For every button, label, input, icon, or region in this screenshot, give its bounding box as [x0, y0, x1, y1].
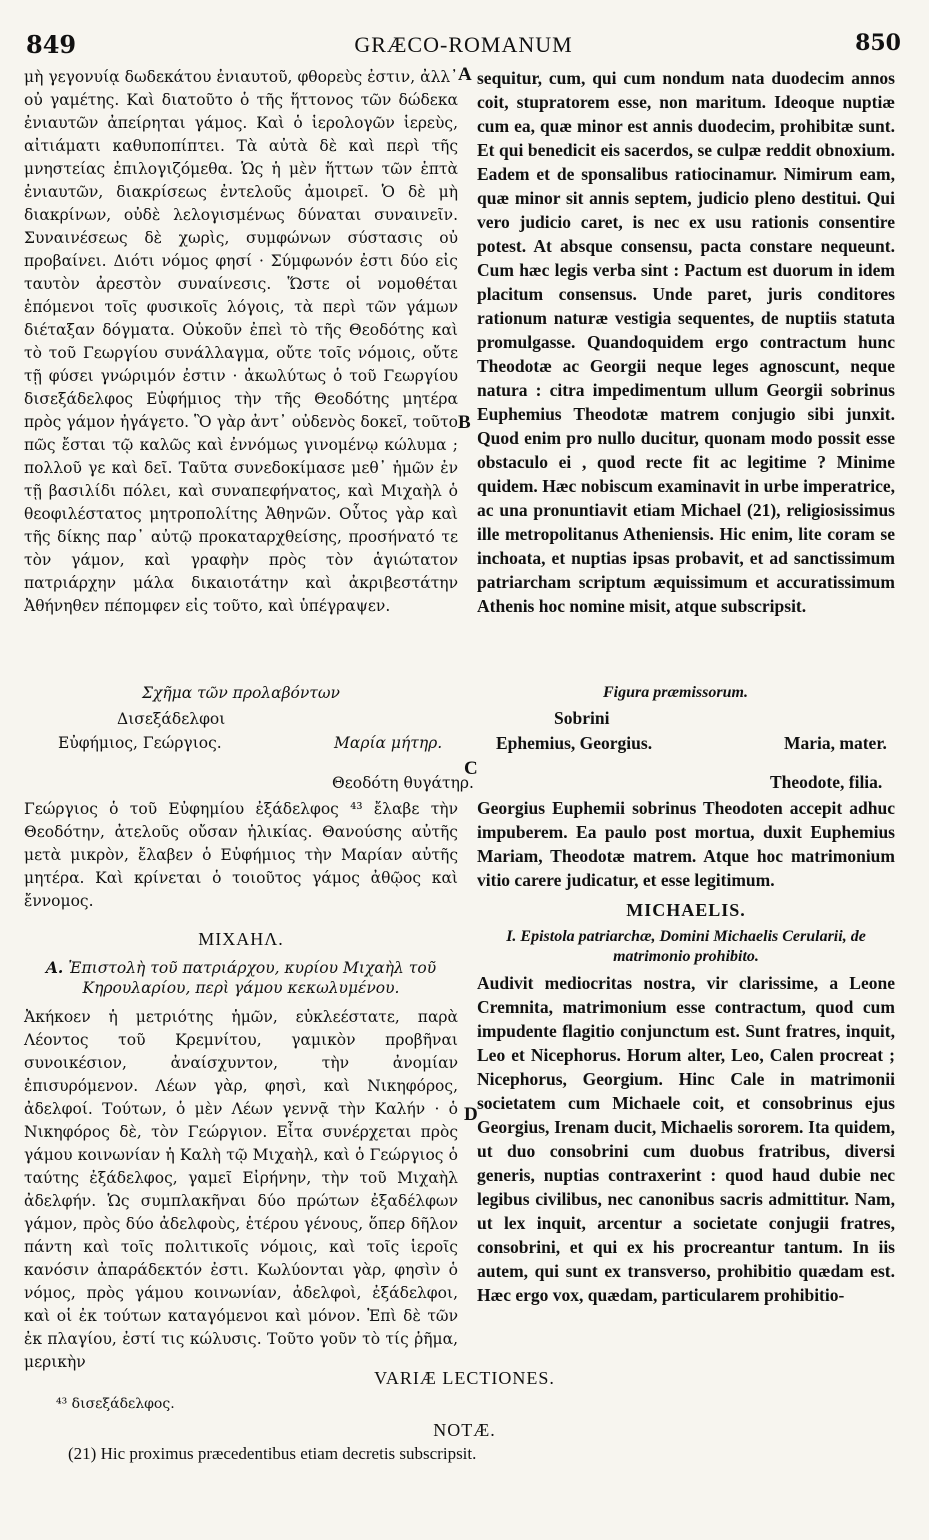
notae-heading: NOTÆ.	[433, 1420, 496, 1440]
greek-column	[24, 66, 458, 618]
greek-epistle-number: Α.	[45, 958, 64, 977]
page-number-left: 849	[26, 30, 77, 59]
notae-note: (21) Hic proximus præcedentibus etiam decretis subscripsit.	[68, 1444, 477, 1463]
variae-heading: VARIÆ LECTIONES.	[374, 1368, 555, 1388]
marker-c: C	[464, 758, 478, 779]
variae-note: ⁴³ δισεξάδελφος.	[56, 1396, 175, 1412]
greek-figure-daughter: Θεοδότη θυγάτηρ.	[332, 774, 474, 792]
running-title: GRÆCO-ROMANUM	[354, 32, 573, 57]
greek-section-heading: ΜΙΧΑΗΛ.	[198, 929, 284, 949]
latin-paragraph-2: Georgius Euphemii sobrinus Theodoten accepit adhuc impuberem. Ea paulo post mortua, duxit Euphemius Mariam, Theodotæ matrem. Atque hoc matrimonium vitio carere judicatur, et esse legitimum.	[477, 798, 895, 890]
greek-paragraph-3: Ἀκήκοεν ἡ μετριότης ἡμῶν, εὐκλεέστατε, παρὰ Λέοντος τοῦ Κρεμνίτου, γαμικὸν προβῆναι συνοικέσιον, ἀναίσχυντον, τὴν ἀνομίαν ἐπισυρόμενον. Λέων γὰρ, φησὶ, καὶ Νικηφόρος, ἀδελφοί. Τούτων, ὁ μὲν Λέων γεννᾷ τὴν Καλήν · ὁ Νικηφόρος δὲ, τὸν Γεώργιον. Εἶτα συνέρχεται πρὸς γάμου κοινωνίαν ἡ Καλὴ τῷ Μιχαὴλ, καὶ ὁ Γεώργιος ὁ ταύτης ἐξάδελφος, γαμεῖ Εἰρήνην, τὴν τοῦ Μιχαὴλ ἀδελφήν. Ὡς συμπλακῆναι δύο πρώτων ἐξαδέλφων γάμον, πρὸς δύο ἀδελφοὺς, ἑτέρου γένους, ὅπερ δῆλον πάντη καὶ τοῖς πολιτικοῖς νόμοις, καὶ τοῖς ἱεροῖς κανόσιν ἀπαράδεκτόν ἐστι. Κωλύονται γὰρ, φησὶν ὁ νόμος, πρὸς γάμου κοινωνίαν, ἀδελφοὶ, ἐξάδελφοι, καὶ οἱ ἐκ τούτων καταγόμενοι καὶ μόνον. Ἐπὶ δὲ τῶν ἐκ πλαγίου, ἐστί τις κώλυσις. Τοῦτο γοῦν τὸ τίς ῥῆμα, μερικὴν	[24, 1008, 458, 1371]
latin-figure-title: Figura præmissorum.	[603, 684, 748, 701]
latin-figure-subtitle: Sobrini	[554, 708, 610, 728]
latin-paragraph-1: sequitur, cum, qui cum nondum nata duodecim annos coit, stupratorem esse, non maritum. Ideoque nuptiæ cum ea, quæ minor est annis duodecim, prohibitæ sunt. Et qui benedicit eis sacerdos, se culpæ reddit obnoxium. Eadem et de sponsalibus ratiocinamur. Nimirum eam, quæ minor sit annis septem, judicio pleno destitui. Qui vero judicio caret, is nec ex usu rationis consentire potest. At absque consensu, pacta constare nequeunt. Cum hæc legis verba sint : Pactum est duorum in idem placitum consensus. Unde paret, juris conditores rationum naturæ vestigia sequentes, de nuptiis statuta promulgasse. Quandoquidem ergo contractum hunc Theodotæ ac Georgii neque leges agnoscunt, neque natura : citra impedimentum ullum Georgii sobrinus Euphemius Theodotæ matrem conjugio sibi junxit. Quod enim pro nullo ducitur, quonam modo possit esse obstaculo ei , quod recte fit ac legitime ? Minime quidem. Hæc nobiscum examinavit in urbe imperatrice, ac una pronuntiavit etiam Michael (21), religiosissimus ille metropolitanus Atheniensis. Hic enim, lite coram se inchoata, et nuptias ipsas probavit, et ad sanctissimum patriarcham scriptum æquissimum et accuratissimum Athenis hoc nomine misit, atque subscripsit.	[477, 68, 895, 616]
marker-b: B	[458, 412, 471, 433]
latin-epistle-number: I.	[506, 928, 517, 945]
latin-epistle-title-text: Epistola patriarchæ, Domini Michaelis Cerularii, de matrimonio prohibito.	[520, 928, 866, 965]
greek-paragraph-2: Γεώργιος ὁ τοῦ Εὐφημίου ἐξάδελφος ⁴³ ἔλαβε τὴν Θεοδότην, ἀτελοῦς οὔσαν ἡλικίας. Θανούσης αὐτῆς μετὰ μικρὸν, ἔλαβεν ὁ Εὐφήμιος τὴν Μαρίαν αὐτῆς μητέρα. Καὶ κρίνεται ὁ τοιοῦτος γάμος ἀθῷος καὶ ἔννομος.	[24, 800, 458, 910]
latin-figure-names: Ephemius, Georgius.	[496, 733, 653, 753]
marker-d: D	[464, 1104, 478, 1125]
latin-section-heading: MICHAELIS.	[626, 900, 746, 920]
greek-epistle-title	[24, 958, 458, 998]
latin-column	[477, 66, 895, 618]
page-number-right: 850	[855, 30, 901, 56]
marker-a: A	[458, 64, 472, 85]
greek-figure-title: Σχῆμα τῶν προλαβόντων	[142, 684, 340, 702]
page-header	[26, 30, 901, 66]
latin-column-lower	[477, 796, 895, 1307]
latin-figure-daughter: Theodote, filia.	[770, 772, 883, 792]
latin-epistle-title	[477, 927, 895, 967]
latin-paragraph-3: Audivit mediocritas nostra, vir clarissime, a Leone Cremnita, matrimonium esse contractum, quod cum impudente flagitio conjunctum est. Sunt fratres, inquit, Leo et Nicephorus. Horum alter, Leo, Calen procreat ; Nicephorus, Georgium. Hinc Cale in matrimonii societatem cum Michaele coit, et consobrinus ejus Georgius, Irenam ducit, Michaelis sororem. Ita quidem, ut duo consobrini cum duobus fratribus, diversi generis, nuptias contraxerint : quod haud dubie nec legibus civilibus, nec canonibus sacris admittitur. Nam, ut lex inquit, arcentur a societate conjugii fratres, consobrini, et qui ex his procreantur tantum. In iis autem, qui sunt ex transverso, prohibitio quædam est. Hæc ergo vox, quædam, particularem prohibitio-	[477, 973, 895, 1305]
latin-figure-mother: Maria, mater.	[784, 733, 887, 753]
greek-epistle-title-text: Ἐπιστολὴ τοῦ πατριάρχου, κυρίου Μιχαὴλ τοῦ Κηρουλαρίου, περὶ γάμου κεκωλυμένου.	[68, 959, 437, 997]
greek-paragraph-1: μὴ γεγονυίᾳ δωδεκάτου ἐνιαυτοῦ, φθορεὺς ἐστιν, ἀλλ᾽ οὐ γαμέτης. Καὶ διατοῦτο ὁ τῆς ἥττονος τῶν δώδεκα ἐνιαυτῶν ἀπείρηται γάμος. Καὶ ὁ ἱερολογῶν ἱερεὺς, αἰτιάματι καθυποπίπτει. Τὰ αὐτὰ δὲ καὶ περὶ τῆς μνηστείας ἐπιλογιζόμεθα. Ὡς ἡ μὲν ἥττων τῶν ἑπτὰ ἐνιαυτῶν, διακρίσεως ἐντελοῦς ἀμοιρεῖ. Ὁ δὲ μὴ διακρίνων, οὐδὲ λελογισμένως δύναται συναινεῖν. Συναινέσεως δὲ χωρὶς, συμφώνων σύστασις οὐ προβαίνει. Διότι νόμος φησί · Σύμφωνόν ἐστι δύο εἰς ταυτὸν ἀρεστὸν συναίνεσις. Ὥστε οἱ νομοθέται ἑπόμενοι τοῖς φυσικοῖς λόγοις, τὰ περὶ τῶν γάμων διέταξαν δόγματα. Οὐκοῦν ἐπεὶ τὸ τῆς Θεοδότης καὶ τὸ τοῦ Γεωργίου συνάλλαγμα, οὔτε τοῖς νόμοις, οὔτε τῇ φύσει γνώριμόν ἐστιν · ἀκωλύτως ὁ τοῦ Γεωργίου δισεξάδελφος Εὐφήμιος τὴν τῆς Θεοδότης μητέρα πρὸς γάμον ἠγάγετο. Ὃ γὰρ ἀντ᾽ οὐδενὸς δοκεῖ, τοῦτο πῶς ἔσται τῷ καλῶς καὶ ἐννόμως γινομένῳ κώλυμα ; πολλοῦ γε καὶ δεῖ. Ταῦτα συνεδοκίμασε μεθ᾽ ἡμῶν ἐν τῇ βασιλίδι πόλει, καὶ συναπεφήνατος, καὶ Μιχαὴλ ὁ θεοφιλέστατος μητροπολίτης Ἀθηνῶν. Οὗτος γὰρ καὶ τῆς δίκης παρ᾽ αὐτῷ προκαταρχθείσης, προσήνατό τε τὸν γάμον, καὶ γραφὴν πρὸς τὸν ἁγιώτατον πατριάρχην μάλα δικαιοτάτην καὶ ἀκριβεστάτην Ἀθήνηθεν πέπομφεν εἰς τοῦτο, καὶ ὑπέγραψεν.	[24, 68, 458, 615]
greek-figure-names: Εὐφήμιος, Γεώργιος.	[58, 734, 222, 752]
greek-figure-subtitle: Δισεξάδελφοι	[117, 710, 226, 728]
greek-figure-mother: Μαρία μήτηρ.	[334, 734, 443, 752]
greek-column-lower	[24, 798, 458, 1374]
